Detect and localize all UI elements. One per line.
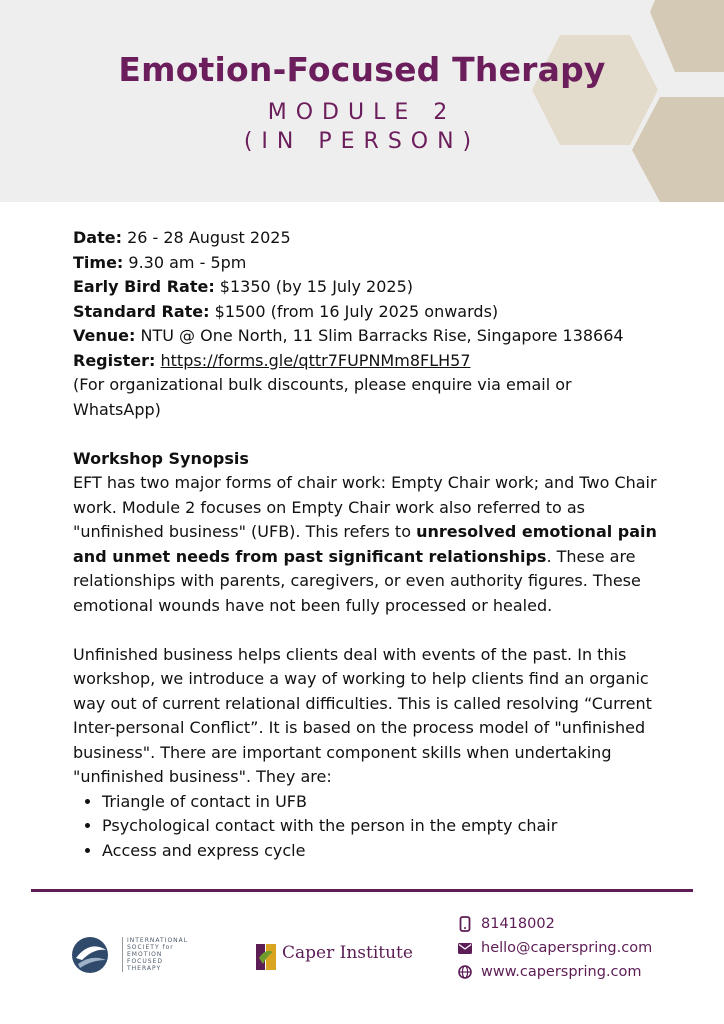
synopsis-paragraph-2: Unfinished business helps clients deal with events of the past. In this workshop, we introduce a way of working to help clients find an organic way out of current relational difficulties. This is called resolving “Current Inter-personal Conflict”. It is based on the process model of "unfinished business". There are important component skills when undertaking "unfinished business". They are: (73, 644, 652, 786)
standard-rate-line: Standard Rate: $1500 (from 16 July 2025 onwards) (73, 301, 499, 321)
list-item: • Access and express cycle (102, 839, 663, 864)
globe-icon (457, 964, 473, 980)
date-line: Date: 26 - 28 August 2025 (73, 228, 291, 247)
register-link[interactable]: https://forms.gle/qttr7FUPNMm8FLH57 (160, 350, 471, 370)
format-subtitle: (IN PERSON) (243, 129, 481, 154)
isfet-logo-text: INTERNATIONAL SOCIETY for EMOTION FOCUSED THERAPY (122, 937, 188, 972)
early-bird-line: Early Bird Rate: $1350 (by 15 July 2025) (73, 277, 414, 296)
footer-divider (31, 889, 693, 892)
list-item: • Psychological contact with the person in the empty chair (102, 814, 663, 839)
mail-icon (457, 940, 473, 956)
main-content (73, 226, 663, 863)
synopsis-heading: Workshop Synopsis (73, 448, 249, 468)
website-row: www.caperspring.com (457, 960, 652, 984)
time-line: Time: 9.30 am - 5pm (73, 252, 247, 272)
isfet-logo-icon (70, 934, 120, 976)
synopsis-paragraph-1: EFT has two major forms of chair work: Empty Chair work; and Two Chair work. Module 2 focuses on Empty Chair work also referred to as "unfinished business" (UFB). This refers to unresolved emotional pain and unmet needs from past significant relationships. These are relationships with parents, caregivers, or even authority figures. These emotional wounds have not been fully processed or healed. (73, 473, 657, 615)
phone-row: 81418002 (457, 912, 652, 936)
list-item: • Triangle of contact in UFB (102, 790, 663, 815)
skills-list (73, 790, 663, 864)
phone-icon (457, 916, 473, 932)
register-line: Register: https://forms.gle/qttr7FUPNMm8FLH57 (73, 350, 471, 370)
module-subtitle: MODULE 2 (267, 100, 457, 125)
header-banner (0, 0, 724, 202)
email-row: hello@caperspring.com (457, 936, 652, 960)
caper-leaf-icon (253, 940, 279, 974)
caper-institute-logo: Caper Institute (282, 943, 413, 963)
page-title: Emotion-Focused Therapy (118, 50, 606, 89)
bulk-discount-note: (For organizational bulk discounts, please enquire via email or WhatsApp) (73, 375, 572, 419)
contact-info (457, 912, 652, 984)
venue-line: Venue: NTU @ One North, 11 Slim Barracks Rise, Singapore 138664 (73, 326, 624, 345)
